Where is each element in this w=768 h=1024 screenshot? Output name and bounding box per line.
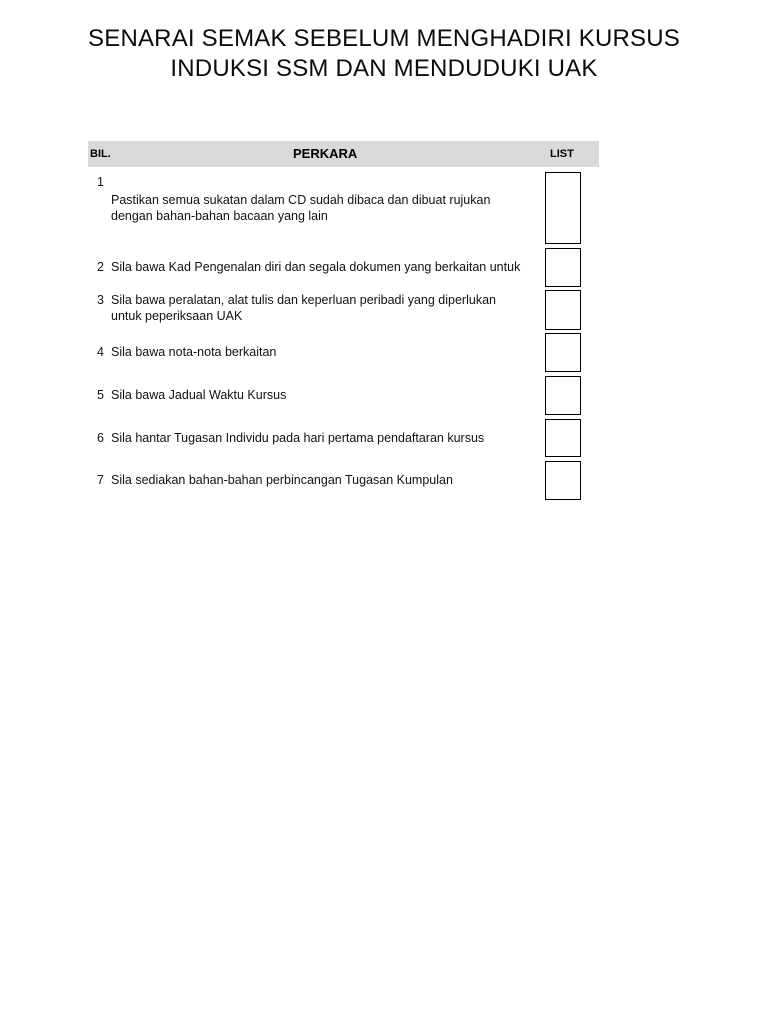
document-title xyxy=(0,24,768,84)
row-checkbox[interactable] xyxy=(545,248,581,287)
row-number: 5 xyxy=(97,388,104,402)
row-number: 1 xyxy=(97,175,104,189)
row-checkbox[interactable] xyxy=(545,419,581,457)
document-title-line-1: SENARAI SEMAK SEBELUM MENGHADIRI KURSUS xyxy=(88,25,680,52)
column-header-list: LIST xyxy=(550,148,574,160)
row-text-line: Sila bawa nota-nota berkaitan xyxy=(111,345,277,359)
row-checkbox[interactable] xyxy=(545,333,581,372)
row-text-line: dengan bahan-bahan bacaan yang lain xyxy=(111,209,328,223)
row-text-line: Sila sediakan bahan-bahan perbincangan Tugasan Kumpulan xyxy=(111,473,453,487)
row-number: 6 xyxy=(97,431,104,445)
row-checkbox[interactable] xyxy=(545,376,581,415)
row-text-line: untuk peperiksaan UAK xyxy=(111,309,243,323)
row-number: 2 xyxy=(97,260,104,274)
row-text-line: Sila bawa Kad Pengenalan diri dan segala dokumen yang berkaitan untuk xyxy=(111,260,521,274)
row-number: 3 xyxy=(97,293,104,307)
row-number: 7 xyxy=(97,473,104,487)
row-checkbox[interactable] xyxy=(545,461,581,500)
row-text-line: Sila bawa Jadual Waktu Kursus xyxy=(111,388,287,402)
document-title-line-2: INDUKSI SSM DAN MENDUDUKI UAK xyxy=(170,55,598,82)
row-text-line: Sila bawa peralatan, alat tulis dan keperluan peribadi yang diperlukan xyxy=(111,293,496,307)
row-text-line: Pastikan semua sukatan dalam CD sudah dibaca dan dibuat rujukan xyxy=(111,193,491,207)
row-number: 4 xyxy=(97,345,104,359)
row-checkbox[interactable] xyxy=(545,172,581,244)
row-text-line: Sila hantar Tugasan Individu pada hari pertama pendaftaran kursus xyxy=(111,431,485,445)
row-checkbox[interactable] xyxy=(545,290,581,330)
table-header xyxy=(88,141,599,167)
column-header-perkara: PERKARA xyxy=(293,146,358,161)
column-header-bil: BIL. xyxy=(90,148,111,160)
